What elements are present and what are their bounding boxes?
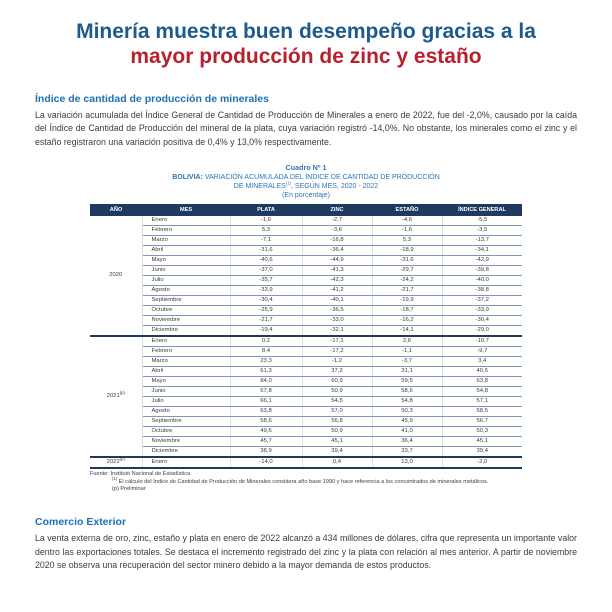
page-title-line1: Minería muestra buen desempeño gracias a la [76,20,536,43]
month-cell: Julio [142,396,230,406]
value-cell-estano: -24,2 [372,275,442,285]
paragraph-comercio: La venta externa de oro, zinc, estaño y plata en enero de 2022 alcanzó a 434 millones de dólares, cifra que representa un importante valor dentro las exportaciones totales. Se destaca el incremento registrado del zinc y la plata con relación al mes anterior. A partir de noviembre 2020 se observa una recuperación del sector minero debido a la mayor demanda de estos productos. [35,533,577,571]
source-note: Fuente: Instituto Nacional de Estadística [90,470,191,477]
value-cell-plata: 67,8 [230,386,302,396]
value-cell-indice-general: -30,4 [442,315,522,325]
value-cell-indice-general: 50,3 [442,426,522,436]
value-cell-zinc: -1,2 [302,356,372,366]
month-cell: Agosto [142,285,230,295]
value-cell-estano: -18,7 [372,305,442,315]
value-cell-estano: -14,1 [372,325,442,336]
value-cell-indice-general: 45,1 [442,436,522,446]
value-cell-estano: -1,1 [372,346,442,356]
month-cell: Diciembre [142,446,230,457]
footnote-1: $^{(1)}$ El cálculo del Índice de Cantidad de Producción de Minerales considera año base 1990 y hace referencia a los concentrados de minerales metálicos. [112,475,489,485]
table-row [90,225,522,235]
page-title [28,20,584,69]
value-cell-plata: 61,3 [230,366,302,376]
value-cell-plata: 5,3 [230,225,302,235]
table-row [90,315,522,325]
table-row [90,285,522,295]
value-cell-estano: -31,6 [372,255,442,265]
value-cell-zinc: -17,1 [302,336,372,347]
value-cell-plata: 63,8 [230,406,302,416]
value-cell-estano: -16,2 [372,315,442,325]
value-cell-plata: -7,1 [230,235,302,245]
value-cell-plata: -19,4 [230,325,302,336]
value-cell-plata: 8,4 [230,346,302,356]
value-cell-plata: 38,9 [230,446,302,457]
value-cell-plata: -31,6 [230,245,302,255]
value-cell-indice-general: -37,2 [442,295,522,305]
table-row [90,457,522,468]
table-row [90,396,522,406]
value-cell-indice-general: 40,5 [442,366,522,376]
column-header: MES [142,204,230,216]
month-cell: Enero [142,216,230,226]
table-row [90,356,522,366]
month-cell: Septiembre [142,416,230,426]
month-cell: Abril [142,245,230,255]
table-label: Cuadro Nº 1 [285,163,327,173]
value-cell-plata: -30,4 [230,295,302,305]
value-cell-zinc: -40,1 [302,295,372,305]
value-cell-estano: 54,8 [372,396,442,406]
table-row [90,366,522,376]
column-header: ÍNDICE GENERAL [442,204,522,216]
value-cell-zinc: 45,1 [302,436,372,446]
value-cell-indice-general: 58,5 [442,406,522,416]
month-cell: Febrero [142,225,230,235]
value-cell-zinc: 50,9 [302,386,372,396]
month-cell: Septiembre [142,295,230,305]
value-cell-zinc: 37,2 [302,366,372,376]
value-cell-plata: 58,6 [230,416,302,426]
table-row [90,245,522,255]
table-row [90,255,522,265]
table-row [90,386,522,396]
month-cell: Abril [142,366,230,376]
table-notes [90,471,522,494]
value-cell-zinc: -3,6 [302,225,372,235]
table-row [90,275,522,285]
value-cell-plata: 0,2 [230,336,302,347]
table-row [90,376,522,386]
value-cell-indice-general: 39,4 [442,446,522,457]
value-cell-zinc: -17,2 [302,346,372,356]
year-cell: 2021$^{(p)}$ [90,336,142,457]
table-row [90,436,522,446]
value-cell-zinc: -36,5 [302,305,372,315]
value-cell-zinc: 39,4 [302,446,372,457]
table-row [90,346,522,356]
month-cell: Noviembre [142,315,230,325]
table-row [90,265,522,275]
value-cell-plata: -33,9 [230,285,302,295]
value-cell-zinc: -33,0 [302,315,372,325]
value-cell-plata: 45,7 [230,436,302,446]
value-cell-zinc: -42,3 [302,275,372,285]
section-heading-comercio: Comercio Exterior [35,516,127,529]
value-cell-estano: 33,7 [372,446,442,457]
value-cell-estano: -1,6 [372,225,442,235]
value-cell-zinc: 57,0 [302,406,372,416]
column-header: PLATA [230,204,302,216]
month-cell: Enero [142,457,230,468]
value-cell-indice-general: -34,1 [442,245,522,255]
table-header-row [90,204,522,216]
value-cell-estano: 50,3 [372,406,442,416]
table-title-block [0,163,612,201]
value-cell-indice-general: -9,7 [442,346,522,356]
value-cell-estano: -19,9 [372,295,442,305]
value-cell-indice-general: 57,1 [442,396,522,406]
value-cell-plata: -21,7 [230,315,302,325]
value-cell-estano: 58,6 [372,386,442,396]
value-cell-indice-general: -39,8 [442,265,522,275]
table-row [90,406,522,416]
year-cell: 2022$^{(p)}$ [90,457,142,468]
value-cell-plata: -14,0 [230,457,302,468]
value-cell-estano: 13,0 [372,457,442,468]
value-cell-plata: 84,0 [230,376,302,386]
value-cell-estano: 45,9 [372,416,442,426]
value-cell-plata: 66,1 [230,396,302,406]
value-cell-plata: 23,3 [230,356,302,366]
page-title-line2: mayor producción de zinc y estaño [130,45,482,68]
value-cell-indice-general: -2,0 [442,457,522,468]
table-row [90,295,522,305]
column-header: ESTAÑO [372,204,442,216]
value-cell-plata: -1,6 [230,216,302,226]
value-cell-zinc: -2,7 [302,216,372,226]
value-cell-zinc: 50,9 [302,426,372,436]
month-cell: Diciembre [142,325,230,336]
month-cell: Marzo [142,356,230,366]
value-cell-indice-general: -33,9 [442,305,522,315]
value-cell-indice-general: -42,9 [442,255,522,265]
value-cell-indice-general: 63,8 [442,376,522,386]
month-cell: Julio [142,275,230,285]
value-cell-zinc: 0,4 [302,457,372,468]
month-cell: Octubre [142,426,230,436]
value-cell-estano: -29,7 [372,265,442,275]
value-cell-indice-general: -13,7 [442,235,522,245]
month-cell: Mayo [142,376,230,386]
value-cell-estano: 36,4 [372,436,442,446]
value-cell-zinc: -32,1 [302,325,372,336]
table-row [90,216,522,226]
value-cell-estano: 31,1 [372,366,442,376]
table-title-line1: BOLIVIA: VARIACIÓN ACUMULADA DEL ÍNDICE DE CANTIDAD DE PRODUCCIÓN [172,173,440,181]
value-cell-indice-general: 3,4 [442,356,522,366]
table-row [90,235,522,245]
value-cell-zinc: -36,4 [302,245,372,255]
value-cell-indice-general: 56,7 [442,416,522,426]
value-cell-estano: 5,3 [372,235,442,245]
value-cell-estano: -4,6 [372,216,442,226]
value-cell-zinc: -16,8 [302,235,372,245]
paragraph-indice: La variación acumulada del Índice General de Cantidad de Producción de Minerales a enero de 2022, fue del -2,0%, causado por la caída del Índice de Cantidad de Producción del mineral de la plata, cuya variación registró -14,0%. No obstante, los minerales como el zinc y el estaño registraron una variación positiva de 0,4% y 13,0% respectivamente. [35,110,577,147]
table-title-line2: DE MINERALES$^{(1)}$, SEGÚN MES, 2020 - 2022 [233,180,379,191]
value-cell-indice-general: -40,0 [442,275,522,285]
value-cell-zinc: -44,9 [302,255,372,265]
value-cell-zinc: 54,5 [302,396,372,406]
month-cell: Febrero [142,346,230,356]
value-cell-plata: -35,7 [230,275,302,285]
table-row [90,416,522,426]
month-cell: Octubre [142,305,230,315]
section-heading-indice: Índice de cantidad de producción de minerales [35,93,269,105]
value-cell-indice-general: -5,5 [442,216,522,226]
minerals-table [90,204,522,469]
month-cell: Mayo [142,255,230,265]
value-cell-indice-general: 54,8 [442,386,522,396]
value-cell-indice-general: -10,7 [442,336,522,347]
table-row [90,325,522,336]
value-cell-estano: -21,7 [372,285,442,295]
column-header: ZINC [302,204,372,216]
column-header: AÑO [90,204,142,216]
value-cell-plata: 49,6 [230,426,302,436]
year-cell: 2020 [90,216,142,336]
month-cell: Junio [142,386,230,396]
table-body [90,216,522,468]
value-cell-indice-general: -29,0 [442,325,522,336]
table-row [90,336,522,347]
value-cell-zinc: -41,2 [302,285,372,295]
footnote-p: (p) Preliminar [112,486,146,493]
value-cell-estano: 2,6 [372,336,442,347]
month-cell: Enero [142,336,230,347]
value-cell-estano: 59,5 [372,376,442,386]
table-row [90,446,522,457]
month-cell: Noviembre [142,436,230,446]
value-cell-estano: -3,7 [372,356,442,366]
value-cell-indice-general: -3,5 [442,225,522,235]
month-cell: Agosto [142,406,230,416]
value-cell-plata: -37,0 [230,265,302,275]
table-title-line3: (En porcentaje) [282,192,330,200]
table-row [90,426,522,436]
value-cell-zinc: -41,3 [302,265,372,275]
value-cell-estano: 41,0 [372,426,442,436]
value-cell-plata: -40,6 [230,255,302,265]
month-cell: Marzo [142,235,230,245]
value-cell-estano: -18,9 [372,245,442,255]
value-cell-indice-general: -38,8 [442,285,522,295]
value-cell-plata: -25,9 [230,305,302,315]
value-cell-zinc: 56,8 [302,416,372,426]
table-row [90,305,522,315]
month-cell: Junio [142,265,230,275]
value-cell-zinc: 60,9 [302,376,372,386]
